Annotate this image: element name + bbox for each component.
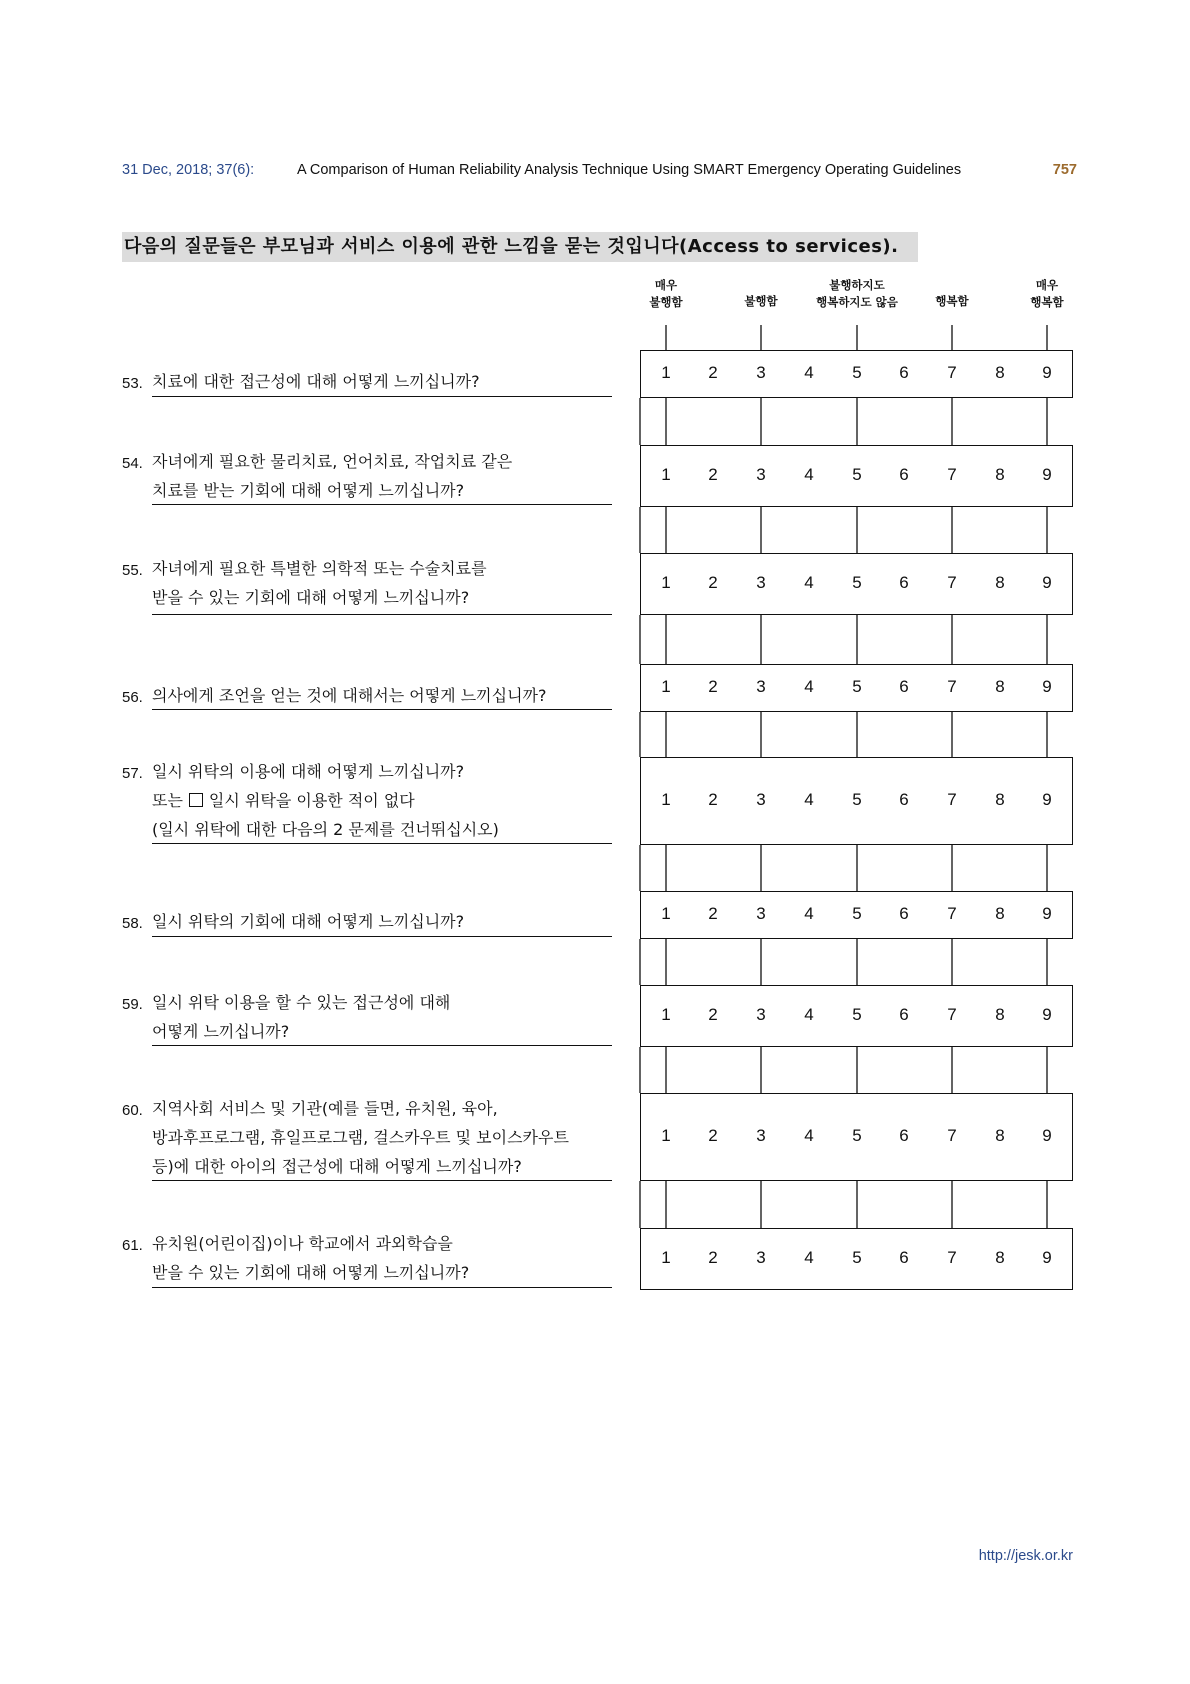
question-number: 54. — [122, 455, 143, 472]
rating-option[interactable]: 7 — [947, 904, 957, 923]
rating-option[interactable]: 2 — [708, 573, 718, 592]
rating-option[interactable]: 9 — [1042, 465, 1052, 484]
rating-option[interactable]: 4 — [804, 677, 814, 696]
rating-option[interactable]: 2 — [708, 1126, 718, 1145]
rating-option[interactable]: 1 — [661, 904, 671, 923]
rating-option[interactable]: 8 — [995, 1005, 1005, 1024]
rating-option[interactable]: 8 — [995, 573, 1005, 592]
rating-option[interactable]: 5 — [852, 904, 862, 923]
rating-option[interactable]: 4 — [804, 1005, 814, 1024]
never-used-label: 일시 위탁을 이용한 적이 없다 — [208, 791, 415, 810]
rating-option[interactable]: 9 — [1042, 363, 1052, 382]
rating-option[interactable]: 1 — [661, 1126, 671, 1145]
question-text — [152, 791, 415, 811]
rating-option[interactable]: 1 — [661, 465, 671, 484]
question-text: 자녀에게 필요한 물리치료, 언어치료, 작업치료 같은 — [152, 452, 513, 471]
question-number: 55. — [122, 562, 143, 579]
rating-option[interactable]: 3 — [756, 465, 766, 484]
rating-option[interactable]: 9 — [1042, 1248, 1052, 1267]
rating-option[interactable]: 3 — [756, 573, 766, 592]
rating-option[interactable]: 3 — [756, 363, 766, 382]
rating-option[interactable]: 9 — [1042, 904, 1052, 923]
rating-option[interactable]: 8 — [995, 677, 1005, 696]
rating-option[interactable]: 2 — [708, 1005, 718, 1024]
rating-option[interactable]: 4 — [804, 465, 814, 484]
rating-option[interactable]: 5 — [852, 573, 862, 592]
rating-option[interactable]: 3 — [756, 1005, 766, 1024]
scale-label: 매우 행복함 — [1030, 278, 1064, 309]
question-text: 등)에 대한 아이의 접근성에 대해 어떻게 느끼십니까? — [152, 1157, 522, 1176]
rating-option[interactable]: 6 — [899, 363, 909, 382]
rating-option[interactable]: 6 — [899, 1248, 909, 1267]
question-text: 치료에 대한 접근성에 대해 어떻게 느끼십니까? — [152, 372, 480, 391]
question-underline — [152, 1045, 612, 1046]
footer-url: http://jesk.or.kr — [978, 1548, 1073, 1564]
scale-label: 행복함 — [935, 294, 969, 308]
question-text: 어떻게 느끼십니까? — [152, 1022, 290, 1041]
question-underline — [152, 936, 612, 937]
rating-option[interactable]: 5 — [852, 790, 862, 809]
rating-option[interactable]: 2 — [708, 790, 718, 809]
question-text: 유치원(어린이집)이나 학교에서 과외학습을 — [152, 1234, 453, 1253]
rating-option[interactable]: 1 — [661, 1005, 671, 1024]
question-text: 의사에게 조언을 얻는 것에 대해서는 어떻게 느끼십니까? — [152, 686, 547, 705]
rating-option[interactable]: 3 — [756, 790, 766, 809]
rating-option[interactable]: 8 — [995, 1126, 1005, 1145]
rating-option[interactable]: 7 — [947, 465, 957, 484]
question-text: 자녀에게 필요한 특별한 의학적 또는 수술치료를 — [152, 559, 487, 578]
question-text: 일시 위탁의 기회에 대해 어떻게 느끼십니까? — [152, 912, 465, 931]
rating-option[interactable]: 3 — [756, 1126, 766, 1145]
rating-option[interactable]: 5 — [852, 677, 862, 696]
rating-option[interactable]: 4 — [804, 904, 814, 923]
rating-option[interactable]: 6 — [899, 904, 909, 923]
rating-option[interactable]: 1 — [661, 1248, 671, 1267]
question-text: 일시 위탁의 이용에 대해 어떻게 느끼십니까? — [152, 762, 465, 781]
rating-option[interactable]: 8 — [995, 790, 1005, 809]
question-underline — [152, 1180, 612, 1181]
rating-option[interactable]: 7 — [947, 677, 957, 696]
rating-option[interactable]: 8 — [995, 363, 1005, 382]
rating-option[interactable]: 9 — [1042, 573, 1052, 592]
rating-option[interactable]: 9 — [1042, 1005, 1052, 1024]
rating-option[interactable]: 2 — [708, 1248, 718, 1267]
rating-option[interactable]: 7 — [947, 1248, 957, 1267]
rating-option[interactable]: 1 — [661, 677, 671, 696]
question-text: 지역사회 서비스 및 기관(예를 들면, 유치원, 육아, — [152, 1099, 498, 1118]
question-underline — [152, 709, 612, 710]
never-used-checkbox[interactable] — [189, 793, 203, 807]
question-underline — [152, 843, 612, 844]
question-text: 치료를 받는 기회에 대해 어떻게 느끼십니까? — [152, 481, 465, 500]
rating-option[interactable]: 6 — [899, 465, 909, 484]
question-instruction: (일시 위탁에 대한 다음의 2 문제를 건너뛰십시오) — [152, 820, 499, 839]
rating-option[interactable]: 6 — [899, 573, 909, 592]
question-number: 59. — [122, 996, 143, 1013]
rating-option[interactable]: 9 — [1042, 790, 1052, 809]
rating-option[interactable]: 8 — [995, 465, 1005, 484]
rating-option[interactable]: 4 — [804, 1248, 814, 1267]
question-number: 53. — [122, 375, 143, 392]
rating-option[interactable]: 2 — [708, 363, 718, 382]
rating-option[interactable]: 4 — [804, 1126, 814, 1145]
rating-option[interactable]: 6 — [899, 1005, 909, 1024]
rating-option[interactable]: 1 — [661, 573, 671, 592]
rating-option[interactable]: 2 — [708, 677, 718, 696]
rating-option[interactable]: 4 — [804, 790, 814, 809]
rating-option[interactable]: 5 — [852, 1126, 862, 1145]
rating-option[interactable]: 9 — [1042, 677, 1052, 696]
rating-option[interactable]: 6 — [899, 677, 909, 696]
rating-option[interactable]: 8 — [995, 1248, 1005, 1267]
scale-label: 불행함 — [744, 294, 778, 308]
rating-option[interactable]: 5 — [852, 1248, 862, 1267]
rating-option[interactable]: 2 — [708, 904, 718, 923]
rating-option[interactable]: 6 — [899, 1126, 909, 1145]
rating-option[interactable]: 7 — [947, 1005, 957, 1024]
rating-option[interactable]: 7 — [947, 573, 957, 592]
rating-option[interactable]: 7 — [947, 363, 957, 382]
question-text: 받을 수 있는 기회에 대해 어떻게 느끼십니까? — [152, 1263, 470, 1282]
scale-label: 불행하지도 행복하지도 않음 — [816, 278, 898, 309]
question-text: 방과후프로그램, 휴일프로그램, 걸스카우트 및 보이스카우트 — [152, 1128, 569, 1147]
rating-option[interactable]: 8 — [995, 904, 1005, 923]
scale-label: 매우 불행함 — [649, 278, 683, 309]
rating-option[interactable]: 3 — [756, 1248, 766, 1267]
question-underline — [152, 614, 612, 615]
rating-option[interactable]: 4 — [804, 363, 814, 382]
page-number: 757 — [1052, 162, 1077, 178]
question-underline — [152, 396, 612, 397]
rating-option[interactable]: 6 — [899, 790, 909, 809]
rating-option[interactable]: 3 — [756, 904, 766, 923]
rating-option[interactable]: 4 — [804, 573, 814, 592]
question-number: 57. — [122, 765, 143, 782]
question-number: 60. — [122, 1102, 143, 1119]
rating-option[interactable]: 1 — [661, 363, 671, 382]
question-number: 61. — [122, 1237, 143, 1254]
question-text: 받을 수 있는 기회에 대해 어떻게 느끼십니까? — [152, 588, 470, 607]
rating-option[interactable]: 5 — [852, 363, 862, 382]
rating-option[interactable]: 3 — [756, 677, 766, 696]
option-or-label: 또는 — [152, 791, 183, 810]
rating-option[interactable]: 9 — [1042, 1126, 1052, 1145]
rating-option[interactable]: 7 — [947, 790, 957, 809]
rating-option[interactable]: 1 — [661, 790, 671, 809]
question-underline — [152, 1287, 612, 1288]
rating-option[interactable]: 5 — [852, 1005, 862, 1024]
article-title: A Comparison of Human Reliability Analysis Technique Using SMART Emergency Operating Guidelines — [297, 162, 962, 178]
journal-issue-date: 31 Dec, 2018; 37(6): — [122, 162, 255, 178]
question-text: 일시 위탁 이용을 할 수 있는 접근성에 대해 — [152, 993, 451, 1012]
question-number: 58. — [122, 915, 143, 932]
question-underline — [152, 504, 612, 505]
section-heading-text: 다음의 질문들은 부모님과 서비스 이용에 관한 느낌을 묻는 것입니다(Access to services). — [124, 236, 899, 257]
rating-option[interactable]: 5 — [852, 465, 862, 484]
rating-option[interactable]: 7 — [947, 1126, 957, 1145]
question-number: 56. — [122, 689, 143, 706]
rating-option[interactable]: 2 — [708, 465, 718, 484]
